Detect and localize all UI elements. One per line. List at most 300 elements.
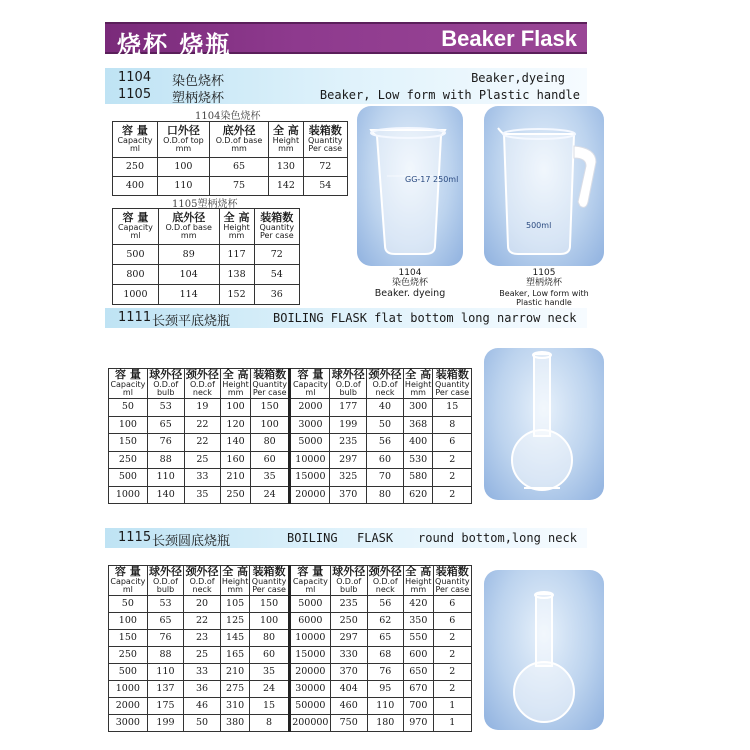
table-header (269, 122, 303, 158)
beaker-label: GG-17 250ml (405, 175, 459, 184)
table-cell: 2 (433, 451, 472, 469)
header-cn: 颈外径 (185, 368, 219, 382)
beaker-handle-photo (484, 106, 604, 266)
table-cell: 65 (147, 416, 184, 434)
table-cell: 210 (220, 664, 250, 681)
table-cell: 80 (250, 434, 290, 452)
table-cell: 350 (404, 613, 434, 630)
table-cell: 160 (221, 451, 251, 469)
header-cn: 装箱数 (435, 565, 469, 579)
table-cell: 20000 (290, 486, 330, 504)
table-cell: 8 (433, 416, 472, 434)
header-unit: Per case (435, 388, 470, 398)
table-cell: 80 (250, 630, 289, 647)
table-header (220, 566, 250, 596)
table-cell: 54 (303, 177, 347, 196)
banner-title-en: Beaker Flask (441, 26, 577, 51)
header-unit: Per case (252, 585, 286, 595)
table-row (109, 630, 472, 647)
table-header (303, 122, 347, 158)
table-cell: 65 (209, 158, 268, 177)
header-en: Capacity (110, 576, 146, 586)
table-cell: 72 (254, 245, 299, 265)
table-cell: 150 (250, 399, 290, 417)
header-cn: 球外径 (332, 565, 366, 579)
table-cell: 24 (250, 681, 289, 698)
table-row (109, 664, 472, 681)
table-header (404, 566, 434, 596)
table-cell: 670 (404, 681, 434, 698)
table-cell: 95 (367, 681, 404, 698)
header-cn: 容 量 (114, 565, 141, 579)
header-cn: 全 高 (223, 211, 250, 225)
table-cell: 76 (147, 434, 184, 452)
table-cell: 36 (184, 681, 221, 698)
table-cell: 750 (330, 715, 367, 732)
table-cell: 297 (330, 630, 367, 647)
flat-bottom-flask-photo (484, 348, 604, 500)
header-en: O.D.of (153, 379, 179, 389)
header-en: O.D.of (336, 576, 362, 586)
table-cell: 2 (433, 486, 472, 504)
section-1115-cn: 长颈圆底烧瓶 (152, 534, 231, 549)
table-cell: 145 (220, 630, 250, 647)
table-cell: 700 (404, 698, 434, 715)
header-unit: bulb (339, 585, 358, 595)
header-en: Capacity (110, 379, 146, 389)
table-row (113, 177, 348, 196)
table-cell: 420 (404, 596, 434, 613)
table-cell: 75 (209, 177, 268, 196)
header-unit: mm (227, 585, 243, 595)
table-header (219, 209, 254, 245)
table-cell: 500 (109, 664, 148, 681)
header-en: Quantity (259, 222, 295, 232)
header-unit: mm (231, 144, 247, 154)
header-unit: bulb (156, 388, 175, 398)
table-cell: 20000 (289, 664, 330, 681)
table-header (109, 566, 148, 596)
table-cell: 275 (220, 681, 250, 698)
table-cell: 88 (147, 647, 184, 664)
flat-bottom-flask-icon (484, 348, 604, 500)
table-cell: 175 (147, 698, 184, 715)
table-cell: 50000 (289, 698, 330, 715)
table-cell: 30000 (289, 681, 330, 698)
table-header (330, 566, 367, 596)
header-en: O.D.of (372, 379, 398, 389)
header-unit: Per case (252, 388, 287, 398)
header-unit: bulb (339, 388, 357, 398)
table-row (109, 434, 472, 452)
table-cell: 1000 (109, 486, 148, 504)
section-1105-en: Beaker, Low form with Plastic handle (319, 88, 580, 102)
header-cn: 口外径 (166, 124, 200, 138)
table-cell: 60 (367, 451, 404, 469)
photo-1105-code: 1105 (532, 268, 556, 278)
table-header (289, 566, 330, 596)
table-cell: 65 (147, 613, 184, 630)
header-en: O.D.of base (165, 222, 212, 232)
table-cell: 1 (433, 715, 471, 732)
header-cn: 全 高 (272, 124, 299, 138)
header-cn: 容 量 (297, 368, 324, 382)
table-cell: 500 (113, 245, 159, 265)
table-cell: 35 (250, 664, 289, 681)
header-en: Height (221, 576, 249, 586)
table-cell: 24 (250, 486, 290, 504)
table-cell: 6 (433, 434, 472, 452)
table-cell: 8 (250, 715, 289, 732)
table-cell: 114 (158, 285, 219, 305)
photo-1104-code: 1104 (398, 268, 422, 278)
table-cell: 138 (219, 265, 254, 285)
table-cell: 2 (433, 681, 471, 698)
table-cell: 46 (184, 698, 221, 715)
table-cell: 56 (367, 434, 404, 452)
table-cell: 117 (219, 245, 254, 265)
table-cell: 25 (184, 647, 221, 664)
table-cell: 3000 (109, 715, 148, 732)
table-header (209, 122, 268, 158)
section-1104-en: Beaker,dyeing (471, 71, 565, 85)
table-header (250, 566, 289, 596)
table-cell: 142 (269, 177, 303, 196)
table-row (109, 416, 472, 434)
table-cell: 88 (147, 451, 184, 469)
header-cn: 全 高 (405, 565, 432, 579)
table-row (109, 451, 472, 469)
table-cell: 76 (147, 630, 184, 647)
table-cell: 200000 (289, 715, 330, 732)
table-cell: 297 (330, 451, 367, 469)
header-unit: mm (410, 388, 426, 398)
header-cn: 全 高 (222, 565, 249, 579)
table-cell: 33 (184, 469, 221, 487)
header-unit: neck (192, 585, 212, 595)
header-unit: ml (122, 388, 133, 398)
table-header (433, 566, 471, 596)
table-row (109, 469, 472, 487)
table-cell: 36 (254, 285, 299, 305)
table-cell: 100 (157, 158, 209, 177)
table-cell: 150 (109, 630, 148, 647)
table-header (147, 369, 184, 399)
table-cell: 104 (158, 265, 219, 285)
table-cell: 35 (184, 486, 221, 504)
table-cell: 50 (109, 596, 148, 613)
table-1115 (108, 565, 472, 732)
table-header (113, 209, 159, 245)
photo-1105-en2: Plastic handle (516, 297, 572, 307)
table-cell: 250 (221, 486, 251, 504)
table-cell: 2 (433, 647, 471, 664)
header-en: O.D.of (372, 576, 398, 586)
table-cell: 460 (330, 698, 367, 715)
header-cn: 装箱数 (253, 368, 287, 382)
table-row (113, 285, 300, 305)
table-cell: 140 (147, 486, 184, 504)
table-cell: 1 (433, 698, 471, 715)
table-row (109, 715, 472, 732)
header-unit: Per case (435, 585, 470, 595)
table-row (109, 613, 472, 630)
table-cell: 400 (403, 434, 433, 452)
table-cell: 60 (250, 647, 289, 664)
header-en: Quantity (435, 576, 470, 586)
table-header-row (109, 566, 472, 596)
header-unit: mm (410, 585, 427, 595)
table-cell: 380 (220, 715, 250, 732)
header-cn: 全 高 (222, 368, 249, 382)
table-cell: 125 (220, 613, 250, 630)
table-cell: 620 (403, 486, 433, 504)
header-cn: 全 高 (405, 368, 432, 382)
table-row (113, 158, 348, 177)
table-header-row (113, 209, 300, 245)
section-1111-code: 1111 (118, 310, 152, 325)
header-cn: 底外径 (172, 211, 206, 225)
beaker-dyeing-photo (357, 106, 463, 266)
table-cell: 330 (330, 647, 367, 664)
table-cell: 53 (147, 399, 184, 417)
table-1105 (112, 208, 300, 305)
header-unit: mm (228, 231, 245, 241)
header-cn: 装箱数 (308, 124, 342, 138)
table-cell: 15 (433, 399, 472, 417)
header-unit: mm (175, 144, 192, 154)
table-cell: 1000 (109, 681, 148, 698)
table-header (113, 122, 158, 158)
beaker-handle-icon (484, 106, 604, 266)
table-header (109, 369, 148, 399)
table-cell: 80 (367, 486, 404, 504)
table-cell: 110 (367, 698, 404, 715)
header-en: Height (272, 135, 300, 145)
table-cell: 2 (433, 469, 472, 487)
table-cell: 70 (367, 469, 404, 487)
beaker-icon (357, 106, 463, 266)
header-unit: mm (278, 144, 294, 154)
table-cell: 100 (221, 399, 251, 417)
table-cell: 2000 (109, 698, 148, 715)
table-1104 (112, 121, 348, 196)
section-1115-en3: round bottom,long neck (418, 531, 577, 545)
table-1104-caption: 1104染色烧杯 (195, 111, 261, 122)
header-en: Quantity (252, 379, 287, 389)
table-row (109, 596, 472, 613)
header-cn: 容 量 (115, 368, 141, 382)
table-cell: 40 (367, 399, 404, 417)
section-1105-code: 1105 (118, 87, 152, 102)
table-cell: 152 (219, 285, 254, 305)
header-unit: ml (129, 144, 140, 154)
table-cell: 6000 (289, 613, 330, 630)
table-cell: 150 (250, 596, 289, 613)
table-cell: 3000 (290, 416, 330, 434)
header-cn: 球外径 (149, 368, 183, 382)
header-cn: 装箱数 (260, 211, 294, 225)
header-cn: 底外径 (222, 124, 256, 138)
table-cell: 23 (184, 630, 221, 647)
table-cell: 56 (367, 596, 404, 613)
table-cell: 72 (303, 158, 347, 177)
table-cell: 368 (403, 416, 433, 434)
photo-1104-cn: 染色烧杯 (391, 278, 428, 289)
header-unit: bulb (156, 585, 175, 595)
table-cell: 50 (184, 715, 221, 732)
table-row (113, 265, 300, 285)
round-bottom-flask-photo (484, 570, 604, 730)
table-cell: 15 (250, 698, 289, 715)
table-cell: 404 (330, 681, 367, 698)
table-header (367, 566, 404, 596)
header-en: Capacity (117, 222, 153, 232)
table-1111 (108, 368, 472, 504)
header-en: Height (404, 379, 432, 389)
table-cell: 140 (221, 434, 251, 452)
table-cell: 10000 (289, 630, 330, 647)
table-cell: 970 (404, 715, 434, 732)
table-cell: 10000 (290, 451, 330, 469)
table-cell: 250 (109, 647, 148, 664)
header-unit: Per case (308, 144, 343, 154)
table-row (109, 681, 472, 698)
table-cell: 89 (158, 245, 219, 265)
table-cell: 130 (269, 158, 303, 177)
table-cell: 15000 (290, 469, 330, 487)
header-cn: 装箱数 (252, 565, 286, 579)
header-en: Height (223, 222, 250, 232)
banner-title-cn: 烧杯 烧瓶 (117, 31, 232, 59)
header-cn: 装箱数 (435, 368, 469, 382)
header-unit: neck (192, 388, 212, 398)
table-cell: 2000 (290, 399, 330, 417)
table-cell: 110 (147, 664, 184, 681)
table-cell: 22 (184, 416, 221, 434)
table-header (254, 209, 299, 245)
section-1115-en1: BOILING (287, 531, 338, 545)
table-cell: 100 (250, 613, 289, 630)
table-cell: 199 (147, 715, 184, 732)
table-cell: 100 (109, 416, 148, 434)
table-cell: 62 (367, 613, 404, 630)
header-en: Quantity (434, 379, 470, 389)
table-header (158, 209, 219, 245)
table-cell: 110 (147, 469, 184, 487)
title-banner (105, 22, 587, 59)
table-cell: 177 (330, 399, 367, 417)
table-cell: 1000 (113, 285, 159, 305)
header-en: Capacity (292, 379, 328, 389)
table-row (109, 399, 472, 417)
table-cell: 2 (433, 630, 471, 647)
section-1104-code: 1104 (118, 70, 152, 85)
header-en: O.D.of (335, 379, 361, 389)
table-cell: 60 (250, 451, 290, 469)
header-unit: ml (130, 231, 141, 241)
header-en: Height (405, 576, 432, 586)
table-cell: 54 (254, 265, 299, 285)
header-en: O.D.of (189, 379, 215, 389)
table-header (403, 369, 433, 399)
section-1111-en: BOILING FLASK flat bottom long narrow neck (273, 311, 577, 325)
table-header (367, 369, 404, 399)
header-en: Quantity (307, 135, 343, 145)
header-cn: 容 量 (297, 565, 324, 579)
table-cell: 370 (330, 664, 367, 681)
header-unit: Per case (259, 231, 294, 241)
header-en: O.D.of (153, 576, 178, 586)
table-cell: 250 (109, 451, 148, 469)
table-cell: 600 (404, 647, 434, 664)
table-row (109, 486, 472, 504)
table-cell: 15000 (289, 647, 330, 664)
table-cell: 800 (113, 265, 159, 285)
table-cell: 500 (109, 469, 148, 487)
table-cell: 235 (330, 434, 367, 452)
table-cell: 310 (220, 698, 250, 715)
header-en: Quantity (251, 576, 287, 586)
table-cell: 250 (113, 158, 158, 177)
table-header (330, 369, 367, 399)
table-cell: 33 (184, 664, 221, 681)
table-cell: 100 (109, 613, 148, 630)
table-cell: 22 (184, 613, 221, 630)
table-cell: 5000 (290, 434, 330, 452)
table-cell: 105 (220, 596, 250, 613)
photo-1105-en1: Beaker, Low form with (499, 288, 589, 298)
table-header (221, 369, 251, 399)
header-en: Height (222, 379, 249, 389)
table-cell: 100 (250, 416, 290, 434)
table-header (184, 566, 221, 596)
table-row (109, 647, 472, 664)
table-header (184, 369, 221, 399)
table-cell: 325 (330, 469, 367, 487)
photo-1105-cn: 塑柄烧杯 (525, 278, 562, 289)
table-header (147, 566, 184, 596)
table-cell: 50 (109, 399, 148, 417)
table-row (113, 245, 300, 265)
table-cell: 120 (221, 416, 251, 434)
table-cell: 300 (403, 399, 433, 417)
photo-1104-caption (360, 268, 460, 300)
table-1105-caption: 1105塑柄烧杯 (172, 199, 238, 210)
table-cell: 20 (184, 596, 221, 613)
header-unit: ml (122, 585, 133, 595)
beaker-handle-label: 500ml (526, 221, 552, 230)
section-1111-cn: 长颈平底烧瓶 (152, 314, 231, 329)
table-cell: 650 (404, 664, 434, 681)
table-cell: 250 (330, 613, 367, 630)
table-cell: 165 (220, 647, 250, 664)
table-header (250, 369, 290, 399)
table-cell: 25 (184, 451, 221, 469)
table-cell: 180 (367, 715, 404, 732)
table-cell: 65 (367, 630, 404, 647)
table-cell: 370 (330, 486, 367, 504)
table-cell: 199 (330, 416, 367, 434)
table-header-row (109, 369, 472, 399)
table-cell: 400 (113, 177, 158, 196)
header-cn: 颈外径 (368, 565, 402, 579)
section-1115-code: 1115 (118, 530, 152, 545)
header-en: O.D.of base (215, 135, 263, 145)
table-cell: 530 (403, 451, 433, 469)
header-cn: 容 量 (122, 124, 148, 138)
header-en: Capacity (292, 576, 328, 586)
